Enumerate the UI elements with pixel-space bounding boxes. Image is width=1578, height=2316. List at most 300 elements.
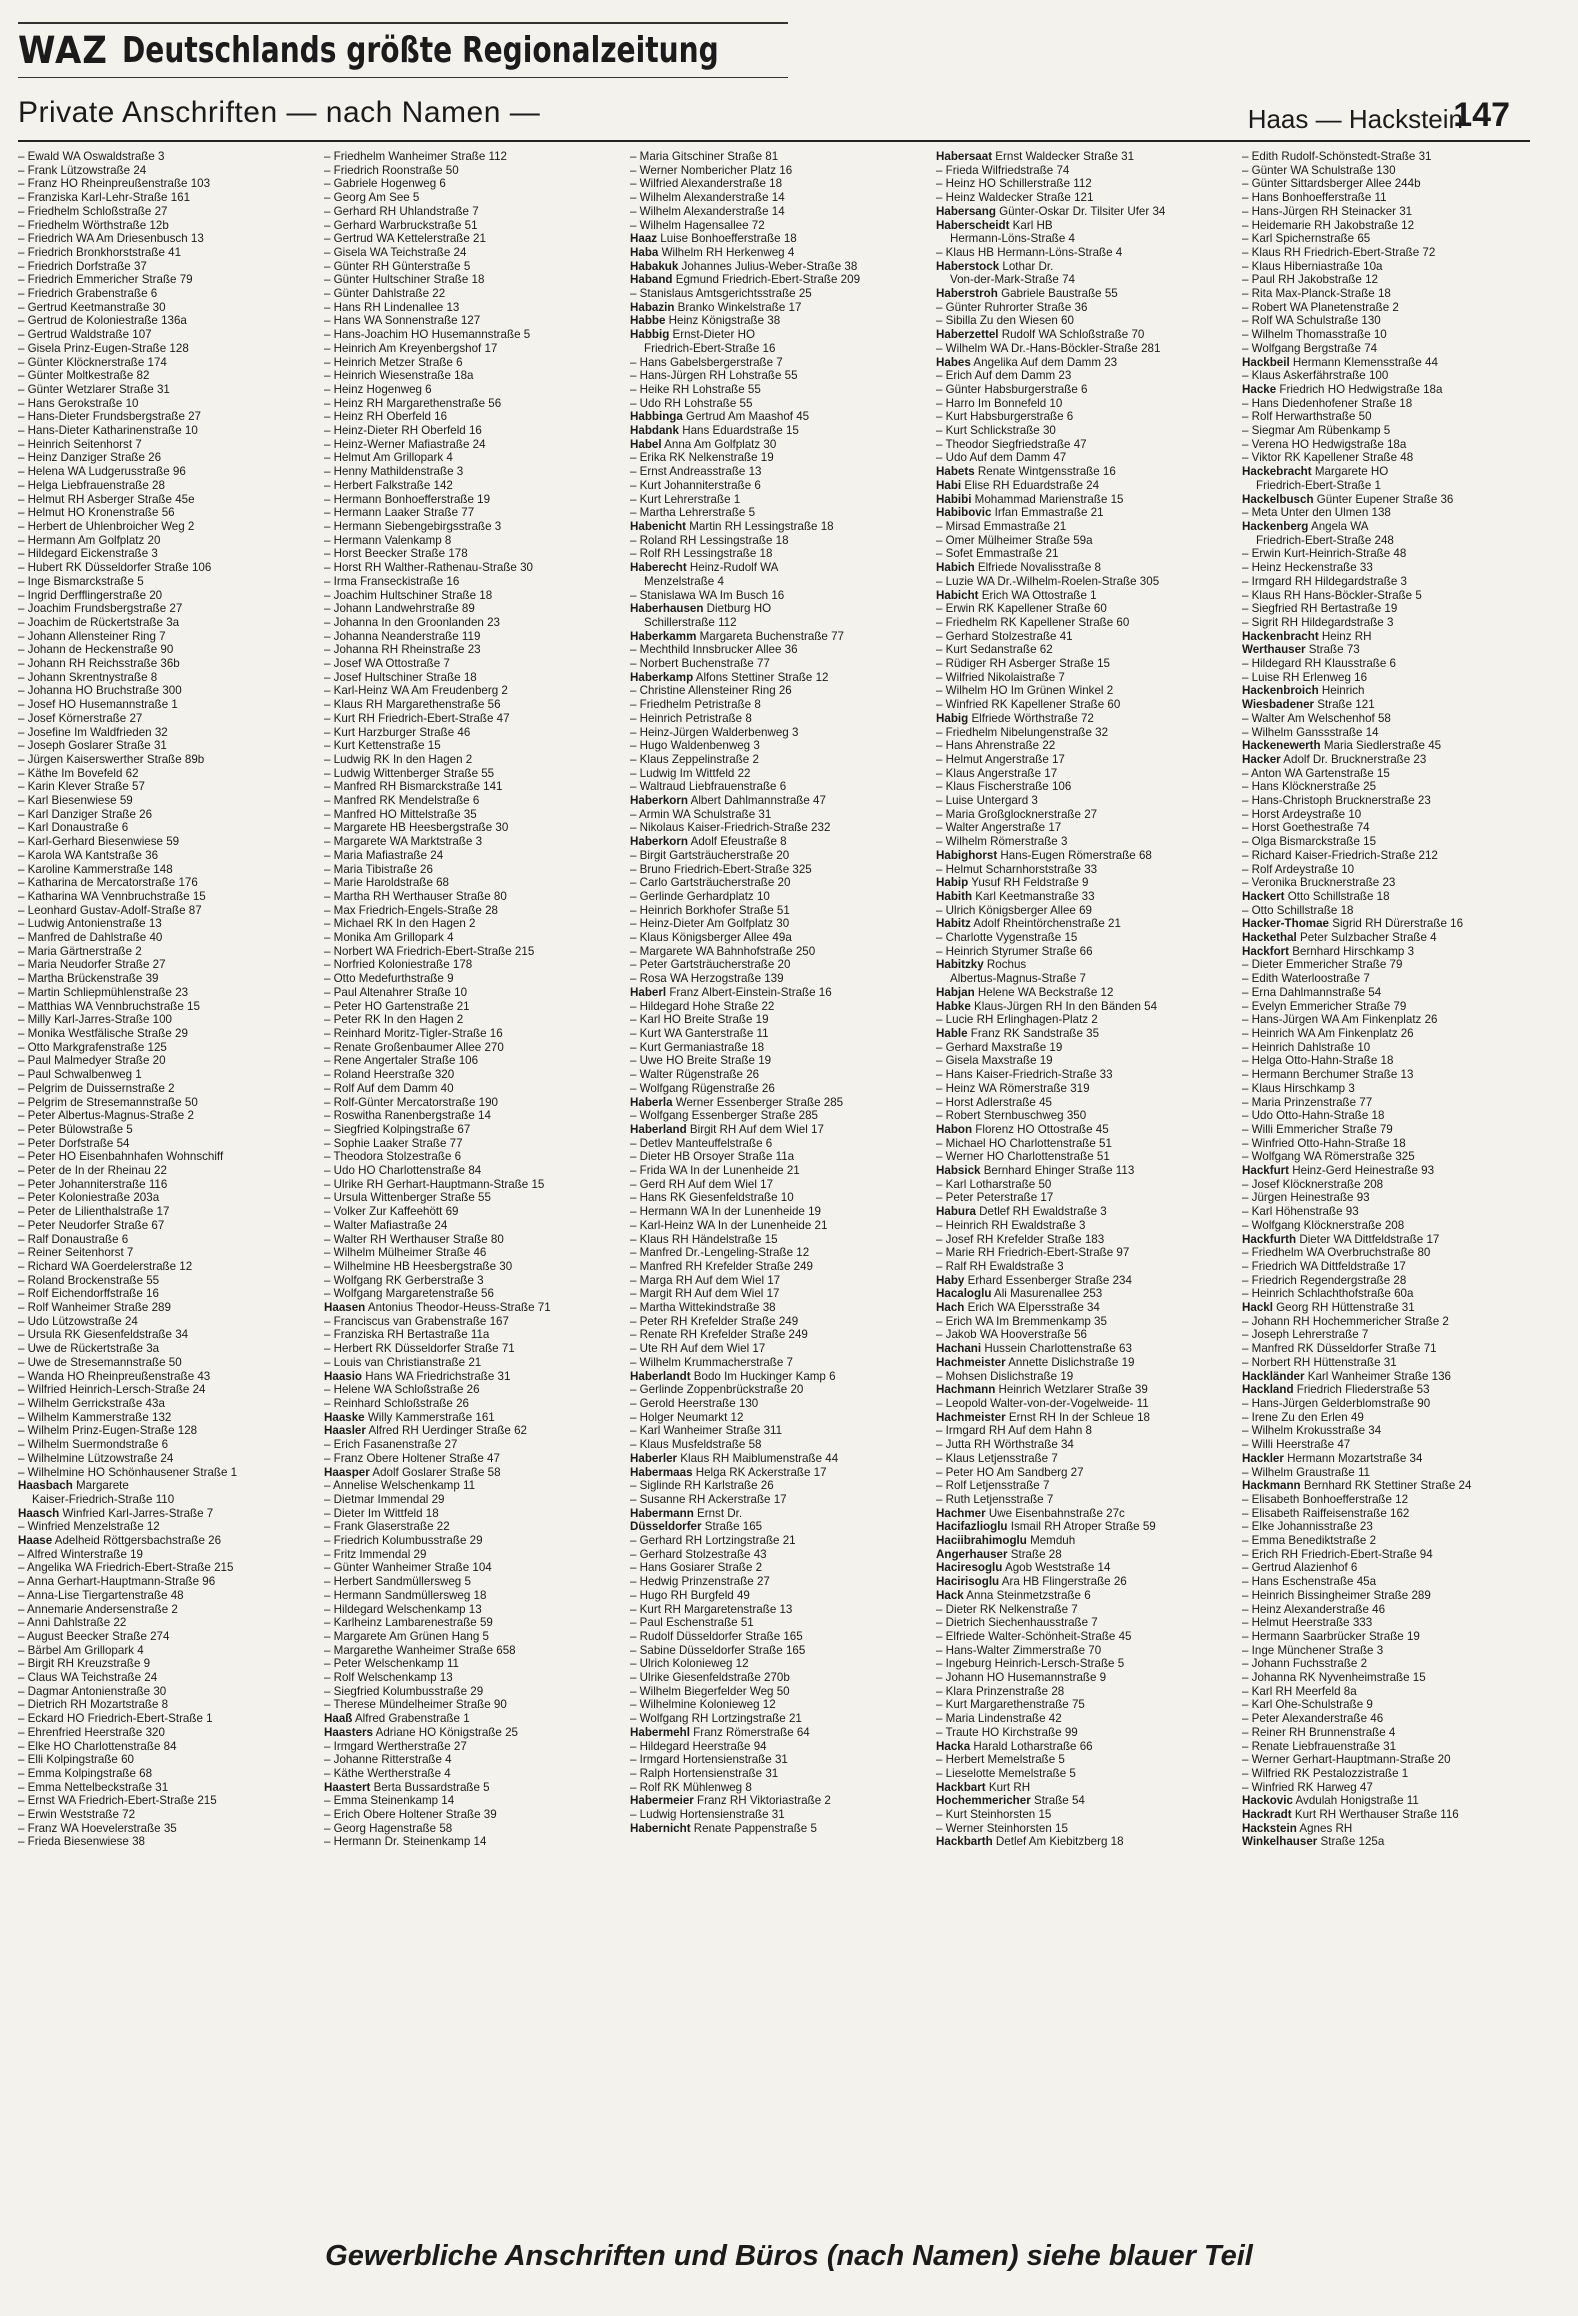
list-item: – Klaus RH Hans-Böckler-Straße 5 <box>1242 588 1422 602</box>
list-item: – Heinz Alexanderstraße 46 <box>1242 1602 1386 1616</box>
list-item: – Heinz-Werner Mafiastraße 24 <box>324 437 486 451</box>
list-item: – Hugo Waldenbenweg 3 <box>630 739 760 753</box>
list-item: – Sibilla Zu den Wiesen 60 <box>936 314 1074 328</box>
list-item: – Katharina WA Vennbruchstraße 15 <box>18 889 206 903</box>
list-item: – Erich Auf dem Damm 23 <box>936 369 1072 383</box>
list-item: – Klaus RH Friedrich-Ebert-Straße 72 <box>1242 245 1436 259</box>
list-item: – Kurt Schlickstraße 30 <box>936 424 1056 438</box>
listing-columns <box>18 150 1530 2230</box>
list-item: – Ralf Donaustraße 6 <box>18 1232 129 1246</box>
list-item: – Siglinde RH Karlstraße 26 <box>630 1479 774 1493</box>
list-item: – Paul RH Jakobstraße 12 <box>1242 273 1378 287</box>
list-item: – Michael HO Charlottenstraße 51 <box>936 1136 1112 1150</box>
list-item: – Roland Brockenstraße 55 <box>18 1273 160 1287</box>
list-item: – Hugo RH Burgfeld 49 <box>630 1588 750 1602</box>
list-item: – Winfried RK Kapellener Straße 60 <box>936 698 1121 712</box>
list-item: – Anna-Lise Tiergartenstraße 48 <box>18 1588 184 1602</box>
list-item: – Peter Welschenkamp 11 <box>324 1657 459 1671</box>
list-item: – Wolfgang Margaretenstraße 56 <box>324 1287 494 1301</box>
list-item: – Therese Mündelheimer Straße 90 <box>324 1698 507 1712</box>
list-item: – Mohsen Dislichstraße 19 <box>936 1369 1074 1383</box>
list-item: – Hermann WA In der Lunenheide 19 <box>630 1205 821 1219</box>
list-item: – Nikolaus Kaiser-Friedrich-Straße 232 <box>630 821 831 835</box>
list-item: – Herbert Memelstraße 5 <box>936 1753 1065 1767</box>
list-item: – Viktor RK Kapellener Straße 48 <box>1242 451 1414 465</box>
list-item: Habazin Branko Winkelstraße 17 <box>630 300 802 314</box>
list-item: – Wilhelm HO Im Grünen Winkel 2 <box>936 684 1114 698</box>
list-item: – Heinz Hogenweg 6 <box>324 382 432 396</box>
list-item: – Heinrich Metzer Straße 6 <box>324 355 463 369</box>
list-item: – Rolf Eichendorffstraße 16 <box>18 1287 159 1301</box>
list-item: – Veronika Brucknerstraße 23 <box>1242 876 1396 890</box>
list-item: – Max Friedrich-Engels-Straße 28 <box>324 903 498 917</box>
list-item: – Mechthild Innsbrucker Allee 36 <box>630 643 798 657</box>
list-item: – Matthias WA Vennbruchstraße 15 <box>18 999 200 1013</box>
list-item: – Margarete Am Grünen Hang 5 <box>324 1629 489 1643</box>
list-item: Haberkorn Adolf Efeustraße 8 <box>630 835 787 849</box>
list-item: – Helena WA Ludgerusstraße 96 <box>18 465 186 479</box>
list-item: – Angelika WA Friedrich-Ebert-Straße 215 <box>18 1561 234 1575</box>
list-item: – Karl Donaustraße 6 <box>18 821 129 835</box>
list-item: – Irma Franseckistraße 16 <box>324 574 460 588</box>
masthead <box>18 22 788 78</box>
list-item: – Manfred RK Düsseldorfer Straße 71 <box>1242 1342 1437 1356</box>
list-item: – Franz HO Rheinpreußenstraße 103 <box>18 177 211 191</box>
list-item: Hackenberg Angela WA <box>1242 519 1369 533</box>
list-item: – Annelise Welschenkamp 11 <box>324 1479 476 1493</box>
list-item: – Walter Mafiastraße 24 <box>324 1218 448 1232</box>
list-item: – Günter Dahlstraße 22 <box>324 287 446 301</box>
list-item: – Friedhelm Nibelungenstraße 32 <box>936 725 1109 739</box>
list-item: – Klaus Hirschkamp 3 <box>1242 1081 1355 1095</box>
list-item: – Paul Altenahrer Straße 10 <box>324 985 468 999</box>
list-item: – Gerhard Stolzestraße 41 <box>936 629 1073 643</box>
list-item: – Wilfried Nikolaistraße 7 <box>936 670 1065 684</box>
list-item: – Peter HO Am Sandberg 27 <box>936 1465 1084 1479</box>
list-item: – Karl Biesenwiese 59 <box>18 794 133 808</box>
list-item: – Gertrud de Koloniestraße 136a <box>18 314 187 328</box>
list-item: – Karlheinz Lambarenestraße 59 <box>324 1616 493 1630</box>
list-item: – Gisela Prinz-Eugen-Straße 128 <box>18 341 189 355</box>
list-item: – Erwin Kurt-Heinrich-Straße 48 <box>1242 547 1407 561</box>
list-item: – Hermann Saarbrücker Straße 19 <box>1242 1629 1420 1643</box>
list-item: – Peter Gartsträucherstraße 20 <box>630 958 791 972</box>
list-item: – Johann Skrentnystraße 8 <box>18 670 158 684</box>
list-item: – Hildegard Welschenkamp 13 <box>324 1602 482 1616</box>
list-item: Haberscheidt Karl HB <box>936 218 1053 232</box>
list-item: – Gerhard Maxstraße 19 <box>936 1040 1063 1054</box>
list-item: – Jutta RH Wörthstraße 34 <box>936 1438 1074 1452</box>
list-item: – Udo Lützowstraße 24 <box>18 1314 138 1328</box>
list-item: – Maria Gärtnerstraße 2 <box>18 944 142 958</box>
list-item: – Friedrich Bronkhorststraße 41 <box>18 245 182 259</box>
list-item: – Friedrich Emmericher Straße 79 <box>18 273 193 287</box>
list-item: – Detlev Manteuffelstraße 6 <box>630 1136 773 1150</box>
list-item: Hack Anna Steinmetzstraße 6 <box>936 1588 1091 1602</box>
list-item: – Luzie WA Dr.-Wilhelm-Roelen-Straße 305 <box>936 574 1160 588</box>
list-item: – Irmgard Hortensienstraße 31 <box>630 1753 788 1767</box>
list-item: – Helmut RH Asberger Straße 45e <box>18 492 195 506</box>
list-item: – Volker Zur Kaffeehött 69 <box>324 1205 459 1219</box>
list-item: – Claus WA Teichstraße 24 <box>18 1671 158 1685</box>
list-item: – Ludwig Im Wittfeld 22 <box>630 766 751 780</box>
list-item: – Karl-Heinz WA In der Lunenheide 21 <box>630 1218 828 1232</box>
list-item: Hackbart Kurt RH <box>936 1780 1031 1794</box>
list-item: – Gisela Maxstraße 19 <box>936 1054 1053 1068</box>
list-item: – Käthe Im Bovefeld 62 <box>18 766 139 780</box>
list-item: – Hans Klöcknerstraße 25 <box>1242 780 1377 794</box>
list-item: – Marie RH Friedrich-Ebert-Straße 97 <box>936 1246 1130 1260</box>
list-item: – Marie Haroldstraße 68 <box>324 876 450 890</box>
list-item: Haaske Willy Kammerstraße 161 <box>324 1410 495 1424</box>
list-item: – Rolf WA Schulstraße 130 <box>1242 314 1381 328</box>
list-item: Hacirisoglu Ara HB Flingerstraße 26 <box>936 1575 1127 1589</box>
list-item: Hable Franz RK Sandstraße 35 <box>936 1027 1100 1040</box>
list-item: – Karl Höhenstraße 93 <box>1242 1205 1359 1219</box>
list-item: – Ernst Andreasstraße 13 <box>630 465 762 479</box>
list-item: – Günter Wanheimer Straße 104 <box>324 1561 492 1575</box>
list-item: – Harro Im Bonnefeld 10 <box>936 396 1063 410</box>
list-item: – Günter Habsburgerstraße 6 <box>936 382 1088 396</box>
list-item: – Wolfgang Bergstraße 74 <box>1242 341 1378 355</box>
logo-row <box>18 30 788 71</box>
list-item: – Ralph Hortensienstraße 31 <box>630 1766 779 1780</box>
list-item: – Marga RH Auf dem Wiel 17 <box>630 1273 781 1287</box>
list-item: – Wilfried RK Pestalozzistraße 1 <box>1242 1766 1409 1780</box>
list-item: – Ludwig Antonienstraße 13 <box>18 917 162 931</box>
list-item: – Hildegard Heerstraße 94 <box>630 1739 767 1753</box>
list-item: – Monika Westfälische Straße 29 <box>18 1027 188 1040</box>
list-item: – Joachim Frundsbergstraße 27 <box>18 602 183 616</box>
list-item: – Peter RK In den Hagen 2 <box>324 1013 464 1027</box>
list-item: – Manfred HO Mittelstraße 35 <box>324 807 477 821</box>
list-item: – Helmut Am Grillopark 4 <box>324 451 453 465</box>
list-item: – Klara Prinzenstraße 28 <box>936 1684 1065 1698</box>
list-item: – Friedhelm WA Overbruchstraße 80 <box>1242 1246 1431 1260</box>
list-item: Habon Florenz HO Ottostraße 45 <box>936 1122 1109 1136</box>
list-item: – Omer Mülheimer Straße 59a <box>936 533 1093 547</box>
list-item: – Holger Neumarkt 12 <box>630 1410 744 1424</box>
list-item: – Norbert WA Friedrich-Ebert-Straße 215 <box>324 944 535 958</box>
list-item: – Reiner RH Brunnenstraße 4 <box>1242 1725 1396 1739</box>
list-item: – Ingeburg Heinrich-Lersch-Straße 5 <box>936 1657 1125 1671</box>
column-1 <box>18 150 306 2230</box>
list-item: – Klaus Angerstraße 17 <box>936 766 1058 780</box>
list-item: Friedrich-Ebert-Straße 248 <box>1256 533 1394 547</box>
list-item: – Erich WA Im Bremmenkamp 35 <box>936 1314 1107 1328</box>
list-item: Menzelstraße 4 <box>644 574 724 588</box>
list-item: Hackenbroich Heinrich <box>1242 684 1365 698</box>
list-item: Hackenewerth Maria Siedlerstraße 45 <box>1242 739 1442 753</box>
list-item: – Karoline Kammerstraße 148 <box>18 862 173 876</box>
list-item: – Friedrich Dorfstraße 37 <box>18 259 147 273</box>
list-item: – Walter Angerstraße 17 <box>936 821 1062 835</box>
list-item: Habakuk Johannes Julius-Weber-Straße 38 <box>630 259 858 273</box>
list-item: – Heike RH Lohstraße 55 <box>630 382 761 396</box>
list-item: – Ingrid Derfflingerstraße 20 <box>18 588 163 602</box>
list-item: – Franz Obere Holtener Straße 47 <box>324 1451 500 1465</box>
list-item: – Kurt Johanniterstraße 6 <box>630 478 761 492</box>
list-item: – Siegmar Am Rübenkamp 5 <box>1242 424 1391 438</box>
list-item: – Werner Steinhorsten 15 <box>936 1821 1068 1835</box>
list-item: – Gabriele Hogenweg 6 <box>324 177 446 191</box>
list-item: – Michael RK In den Hagen 2 <box>324 917 476 931</box>
list-item: Haasch Winfried Karl-Jarres-Straße 7 <box>18 1506 214 1520</box>
list-item: Haasbach Margarete <box>18 1479 129 1493</box>
list-item: – Peter Bülowstraße 5 <box>18 1122 133 1136</box>
list-item: – Hans Gerokstraße 10 <box>18 396 139 410</box>
list-item: Habersang Günter-Oskar Dr. Tilsiter Ufer 34 <box>936 204 1166 218</box>
list-item: – Heinrich WA Am Finkenplatz 26 <box>1242 1027 1414 1040</box>
list-item: – Dieter HB Orsoyer Straße 11a <box>630 1150 795 1164</box>
list-item: – Franciscus van Grabenstraße 167 <box>324 1314 509 1328</box>
column-4 <box>936 150 1224 2230</box>
footer-note: Gewerbliche Anschriften und Büros (nach Namen) siehe blauer Teil <box>325 2240 1253 2272</box>
list-item: – Robert WA Planetenstraße 2 <box>1242 300 1399 314</box>
list-item: – Johann Fuchsstraße 2 <box>1242 1657 1368 1671</box>
list-item: – Anton WA Gartenstraße 15 <box>1242 766 1390 780</box>
list-item: Haberhausen Dietburg HO <box>630 602 772 616</box>
list-item: – Siegfried Kolpingstraße 67 <box>324 1122 471 1136</box>
list-item: – Erich RH Friedrich-Ebert-Straße 94 <box>1242 1547 1433 1561</box>
list-item: – Dieter Emmericher Straße 79 <box>1242 958 1403 972</box>
list-item: – Karl Lotharstraße 50 <box>936 1177 1052 1191</box>
list-item: – Elisabeth Raiffeisenstraße 162 <box>1242 1506 1410 1520</box>
list-item: – Hans-Walter Zimmerstraße 70 <box>936 1643 1102 1657</box>
list-item: – Martha RH Werthauser Straße 80 <box>324 889 507 903</box>
list-item: Friedrich-Ebert-Straße 1 <box>1256 478 1381 492</box>
list-item: – Horst Beecker Straße 178 <box>324 547 468 561</box>
list-item: – Georg Hagenstraße 58 <box>324 1821 453 1835</box>
list-item: – Carlo Gartsträucherstraße 20 <box>630 876 791 890</box>
list-item: – Robert Sternbuschweg 350 <box>936 1109 1087 1123</box>
list-item: Habbinga Gertrud Am Maashof 45 <box>630 410 810 424</box>
list-item: – Günter Moltkestraße 82 <box>18 369 150 383</box>
list-item: – Karin Klever Straße 57 <box>18 780 145 794</box>
slogan: Deutschlands größte Regionalzeitung <box>121 30 719 71</box>
list-item: – Ulrich Königsberger Allee 69 <box>936 903 1092 917</box>
list-item: – Klaus HB Hermann-Löns-Straße 4 <box>936 245 1123 259</box>
list-item: – Franziska RH Bertastraße 11a <box>324 1328 490 1342</box>
list-item: – Rüdiger RH Asberger Straße 15 <box>936 657 1110 671</box>
page-number: 147 <box>1453 96 1510 134</box>
list-item: Düsseldorfer Straße 165 <box>630 1520 763 1534</box>
list-item: – Wolfgang WA Römerstraße 325 <box>1242 1150 1415 1164</box>
list-item: – Maria Großglocknerstraße 27 <box>936 807 1098 821</box>
list-item: Habig Elfriede Wörthstraße 72 <box>936 711 1094 725</box>
list-item: – Heinz Danziger Straße 26 <box>18 451 162 465</box>
list-item: Habibi Mohammad Marienstraße 15 <box>936 492 1124 506</box>
list-item: – Reinhard Moritz-Tigler-Straße 16 <box>324 1027 503 1040</box>
list-item: – Hermann Dr. Steinenkamp 14 <box>324 1835 487 1849</box>
list-item: – Irmgard RH Auf dem Hahn 8 <box>936 1424 1092 1438</box>
list-item: – Erich Fasanenstraße 27 <box>324 1438 458 1452</box>
list-item: – Gertrud WA Kettelerstraße 21 <box>324 232 486 246</box>
list-item: – Wilhelm Biegerfelder Weg 50 <box>630 1684 790 1698</box>
list-item: – Hermann Siebengebirgsstraße 3 <box>324 519 502 533</box>
list-item: – Charlotte Vygenstraße 15 <box>936 931 1078 945</box>
list-item: Habip Yusuf RH Feldstraße 9 <box>936 876 1089 890</box>
list-item: Haberler Klaus RH Maiblumenstraße 44 <box>630 1451 839 1465</box>
list-item: – Bärbel Am Grillopark 4 <box>18 1643 144 1657</box>
list-item: – Helga Otto-Hahn-Straße 18 <box>1242 1054 1394 1068</box>
list-item: Hackländer Karl Wanheimer Straße 136 <box>1242 1369 1451 1383</box>
list-item: – Ludwig Hortensienstraße 31 <box>630 1808 785 1822</box>
section-heading: Private Anschriften — nach Namen — <box>18 96 541 129</box>
list-item: – Ernst WA Friedrich-Ebert-Straße 215 <box>18 1794 217 1808</box>
list-item: – Maria Neudorfer Straße 27 <box>18 958 166 972</box>
list-item: – Kurt Harzburger Straße 46 <box>324 725 471 739</box>
list-item: – Josef Körnerstraße 27 <box>18 711 143 725</box>
list-item: – Udo Auf dem Damm 47 <box>936 451 1067 465</box>
list-item: – Peter de Lilienthalstraße 17 <box>18 1205 170 1219</box>
list-item: – Rolf-Günter Mercatorstraße 190 <box>324 1095 498 1109</box>
list-item: – Ulrike RH Gerhart-Hauptmann-Straße 15 <box>324 1177 545 1191</box>
list-item: – Heinrich Wiesenstraße 18a <box>324 369 474 383</box>
list-item: Wiesbadener Straße 121 <box>1242 698 1375 712</box>
list-item: – Wilhelm Alexanderstraße 14 <box>630 191 785 205</box>
list-item: – Alfred Winterstraße 19 <box>18 1547 144 1561</box>
list-item: – Horst RH Walther-Rathenau-Straße 30 <box>324 561 533 575</box>
list-item: – Irmgard Wertherstraße 27 <box>324 1739 467 1753</box>
list-item: – Emma Steinenkamp 14 <box>324 1794 455 1808</box>
list-item: – Maria Mafiastraße 24 <box>324 848 444 862</box>
list-item: Haberkorn Albert Dahlmannstraße 47 <box>630 794 826 808</box>
list-item: – Gerd RH Auf dem Wiel 17 <box>630 1177 774 1191</box>
list-item: Hacker-Thomae Sigrid RH Dürerstraße 16 <box>1242 917 1464 931</box>
list-item: – Evelyn Emmericher Straße 79 <box>1242 999 1407 1013</box>
list-item: – Gertrud Keetmanstraße 30 <box>18 300 166 314</box>
list-item: – Klaus RH Margarethenstraße 56 <box>324 698 501 712</box>
list-item: Hacaloglu Ali Masurenallee 253 <box>936 1287 1103 1301</box>
list-item: – Johann Landwehrstraße 89 <box>324 602 475 616</box>
list-item: – Werner Gerhart-Hauptmann-Straße 20 <box>1242 1753 1451 1767</box>
list-item: Hacke Friedrich HO Hedwigstraße 18a <box>1242 382 1443 396</box>
list-item: – Dietrich RH Mozartstraße 8 <box>18 1698 169 1712</box>
list-item: – Sabine Düsseldorfer Straße 165 <box>630 1643 806 1657</box>
list-item: – Manfred Dr.-Lengeling-Straße 12 <box>630 1246 810 1260</box>
list-item: Haaz Luise Bonhoefferstraße 18 <box>630 232 797 246</box>
list-item: – Peter de In der Rheinau 22 <box>18 1164 167 1178</box>
list-item: – Maria Tibistraße 26 <box>324 862 433 876</box>
list-item: – Stanislawa WA Im Busch 16 <box>630 588 785 602</box>
list-item: – Pelgrim de Duissernstraße 2 <box>18 1081 175 1095</box>
list-item: – Karola WA Kantstraße 36 <box>18 848 159 862</box>
list-item: – Karl RH Meerfeld 8a <box>1242 1684 1357 1698</box>
list-item: Habdank Hans Eduardstraße 15 <box>630 424 799 438</box>
list-item: – Franz WA Hoevelerstraße 35 <box>18 1821 177 1835</box>
list-item: Haasler Alfred RH Uerdinger Straße 62 <box>324 1424 528 1438</box>
list-item: Haasters Adriane HO Königstraße 25 <box>324 1725 519 1739</box>
list-item: Habsick Bernhard Ehinger Straße 113 <box>936 1164 1135 1178</box>
list-item: – Wilhelm Prinz-Eugen-Straße 128 <box>18 1424 198 1438</box>
list-item: – Johanna Neanderstraße 119 <box>324 629 481 643</box>
list-item: – Peter Johanniterstraße 116 <box>18 1177 168 1191</box>
list-item: Habbig Ernst-Dieter HO <box>630 328 755 342</box>
list-item: – Walter Rügenstraße 26 <box>630 1068 760 1082</box>
list-item: Habermaas Helga RK Ackerstraße 17 <box>630 1465 827 1479</box>
list-item: – Wolfgang RH Lortzingstraße 21 <box>630 1712 802 1726</box>
list-item: Werthauser Straße 73 <box>1242 643 1360 657</box>
list-item: – Peter RH Krefelder Straße 249 <box>630 1314 799 1328</box>
list-item: – Otto Medefurthstraße 9 <box>324 972 454 986</box>
list-item: Haastert Berta Bussardstraße 5 <box>324 1780 490 1794</box>
masthead-rule <box>18 77 788 78</box>
list-item: Haberlandt Bodo Im Huckinger Kamp 6 <box>630 1369 836 1383</box>
list-item: Habich Elfriede Novalisstraße 8 <box>936 561 1101 575</box>
list-item: – Edith Rudolf-Schönstedt-Straße 31 <box>1242 150 1432 163</box>
list-item: – Heinz Waldecker Straße 121 <box>936 191 1094 205</box>
list-item: Haby Erhard Essenberger Straße 234 <box>936 1273 1132 1287</box>
list-item: – Georg Am See 5 <box>324 191 420 205</box>
list-item: – Dagmar Antonienstraße 30 <box>18 1684 167 1698</box>
list-item: – Joachim Hultschiner Straße 18 <box>324 588 493 602</box>
list-item: – Heinz RH Oberfeld 16 <box>324 410 448 424</box>
list-item: – Rolf Welschenkamp 13 <box>324 1671 453 1685</box>
list-item: – Johann Allensteiner Ring 7 <box>18 629 166 643</box>
list-item: – Hermann Berchumer Straße 13 <box>1242 1068 1414 1082</box>
list-item: – Heinz-Dieter Am Golfplatz 30 <box>630 917 790 931</box>
list-item: – Hans-Joachim HO Husemannstraße 5 <box>324 328 531 342</box>
list-item: – Johanna HO Bruchstraße 300 <box>18 684 182 698</box>
list-item: – Paul Eschenstraße 51 <box>630 1616 754 1630</box>
list-item: – Klaus Askerfährstraße 100 <box>1242 369 1389 383</box>
list-item: Von-der-Mark-Straße 74 <box>950 273 1076 287</box>
list-item: – Jürgen Heinestraße 93 <box>1242 1191 1370 1205</box>
list-item: – Helmut Angerstraße 17 <box>936 752 1065 766</box>
list-item: – Jürgen Kaiserswerther Straße 89b <box>18 752 205 766</box>
list-item: – Friedhelm Schloßstraße 27 <box>18 204 168 218</box>
list-item: – Heinrich Seitenhorst 7 <box>18 437 142 451</box>
list-item: – Joseph Lehrerstraße 7 <box>1242 1328 1369 1342</box>
list-item: – Hans WA Sonnenstraße 127 <box>324 314 481 328</box>
list-item: – Armin WA Schulstraße 31 <box>630 807 772 821</box>
list-item: – Manfred RK Mendelstraße 6 <box>324 794 480 808</box>
list-item: – Werner HO Charlottenstraße 51 <box>936 1150 1110 1164</box>
list-item: Schillerstraße 112 <box>644 615 737 629</box>
list-item: – Friedrich Regendergstraße 28 <box>1242 1273 1407 1287</box>
list-item: – Udo RH Lohstraße 55 <box>630 396 753 410</box>
list-item: – Mirsad Emmastraße 21 <box>936 519 1067 533</box>
column-2 <box>324 150 612 2230</box>
list-item: – Sigrit RH Hildegardstraße 3 <box>1242 615 1394 629</box>
list-item: – Karl Danziger Straße 26 <box>18 807 153 821</box>
list-item: Winkelhauser Straße 125a <box>1242 1835 1385 1849</box>
list-item: – Margarete WA Bahnhofstraße 250 <box>630 944 816 958</box>
list-item: – Udo HO Charlottenstraße 84 <box>324 1164 482 1178</box>
list-item: Haberstock Lothar Dr. <box>936 259 1054 273</box>
list-item: – Eckard HO Friedrich-Ebert-Straße 1 <box>18 1712 213 1726</box>
list-item: – Johann HO Husemannstraße 9 <box>936 1671 1107 1685</box>
list-item: – Rosa WA Herzogstraße 139 <box>630 972 784 986</box>
list-item: – Heinrich Borkhofer Straße 51 <box>630 903 790 917</box>
list-item: – Hans Kaiser-Friedrich-Straße 33 <box>936 1068 1113 1082</box>
list-item: – Leopold Walter-von-der-Vogelweide- 11 <box>936 1396 1149 1410</box>
list-item: Hochemmericher Straße 54 <box>936 1794 1085 1808</box>
list-item: – Reinhard Schloßstraße 26 <box>324 1396 469 1410</box>
list-item: – Horst Goethestraße 74 <box>1242 821 1370 835</box>
list-item: – Rene Angertaler Straße 106 <box>324 1054 479 1068</box>
header-rule <box>18 140 1530 142</box>
list-item: – Meta Unter den Ulmen 138 <box>1242 506 1391 520</box>
list-item: – Rolf Herwarthstraße 50 <box>1242 410 1372 424</box>
list-item: – Otto Markgrafenstraße 125 <box>18 1040 167 1054</box>
list-item: – Jakob WA Hooverstraße 56 <box>936 1328 1088 1342</box>
list-item: – Ralf RH Ewaldstraße 3 <box>936 1259 1064 1273</box>
list-item: – Horst Ardeystraße 10 <box>1242 807 1362 821</box>
list-item: – Stanislaus Amtsgerichtsstraße 25 <box>630 287 812 301</box>
list-item: – Roland RH Lessingstraße 18 <box>630 533 789 547</box>
